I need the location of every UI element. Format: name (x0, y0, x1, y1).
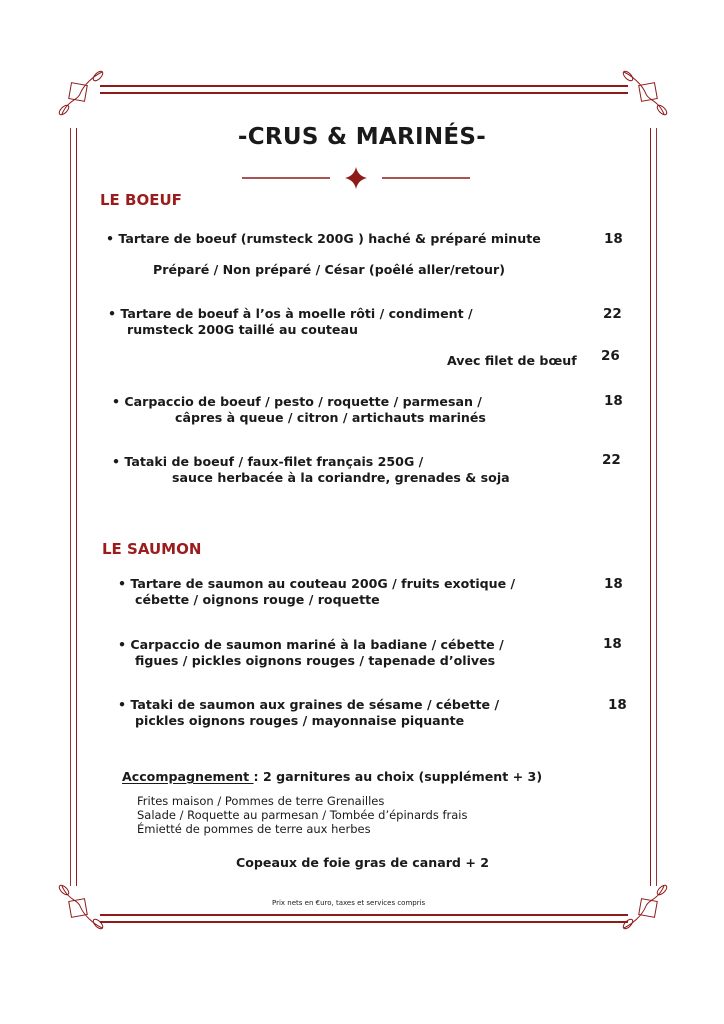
frame-top-line (100, 85, 628, 87)
menu-item-price: 18 (604, 231, 623, 247)
accompaniment-option: Salade / Roquette au parmesan / Tombée d’épinards frais (137, 808, 468, 822)
extra-supplement: Copeaux de foie gras de canard + 2 (236, 855, 490, 870)
menu-item-line: câpres à queue / citron / artichauts marinés (175, 410, 486, 425)
corner-ornament-icon (620, 70, 668, 118)
accompaniment-option: Frites maison / Pommes de terre Grenailles (137, 794, 385, 808)
accompaniment-text: : 2 garnitures au choix (supplément + 3) (253, 769, 543, 784)
menu-item-line: • Tartare de saumon au couteau 200G / fruits exotique / (118, 576, 516, 591)
accompaniment-heading (122, 769, 542, 785)
menu-item-line: figues / pickles oignons rouges / tapenade d’olives (135, 653, 496, 668)
menu-item-line: • Tataki de boeuf / faux-filet français 250G / (112, 454, 424, 469)
frame-right-line (650, 128, 651, 886)
frame-left-line (76, 128, 77, 886)
menu-item-line: cébette / oignons rouge / roquette (135, 592, 380, 607)
menu-item-line: sauce herbacée à la coriandre, grenades & soja (172, 470, 510, 485)
frame-bottom-line (100, 914, 628, 916)
menu-item-line: • Carpaccio de saumon mariné à la badiane / cébette / (118, 637, 504, 652)
menu-item-line: Préparé / Non préparé / César (poêlé aller/retour) (153, 262, 505, 277)
menu-item-line: • Tataki de saumon aux graines de sésame / cébette / (118, 697, 500, 712)
accompaniment-option: Émietté de pommes de terre aux herbes (137, 822, 371, 836)
menu-item-price: 26 (601, 348, 620, 364)
frame-right-line (656, 128, 657, 886)
menu-item-price: 18 (604, 393, 623, 409)
section-heading-boeuf: LE BOEUF (100, 191, 182, 209)
menu-item-price: 22 (602, 452, 621, 468)
menu-item-line: rumsteck 200G taillé au couteau (127, 322, 358, 337)
menu-item-line: • Tartare de boeuf (rumsteck 200G ) haché & préparé minute (106, 231, 541, 246)
frame-bottom-line (100, 921, 628, 923)
menu-item-line: • Tartare de boeuf à l’os à moelle rôti / condiment / (108, 306, 473, 321)
page-title: -CRUS & MARINÉS- (237, 124, 487, 150)
menu-item-line: • Carpaccio de boeuf / pesto / roquette / parmesan / (112, 394, 482, 409)
menu-item-price: 18 (604, 576, 623, 592)
price-footnote: Prix nets en €uro, taxes et services compris (272, 899, 426, 907)
corner-ornament-icon (58, 882, 106, 930)
corner-ornament-icon (620, 882, 668, 930)
accompaniment-label: Accompagnement (122, 769, 254, 784)
frame-left-line (70, 128, 71, 886)
section-heading-saumon: LE SAUMON (102, 540, 202, 558)
menu-item-line: pickles oignons rouges / mayonnaise piquante (135, 713, 465, 728)
title-divider-star-icon (240, 166, 472, 190)
menu-item-price: 18 (608, 697, 627, 713)
frame-top-line (100, 92, 628, 94)
menu-item-price: 18 (603, 636, 622, 652)
menu-item-price: 22 (603, 306, 622, 322)
menu-item-line: Avec filet de bœuf (447, 353, 577, 368)
corner-ornament-icon (58, 70, 106, 118)
